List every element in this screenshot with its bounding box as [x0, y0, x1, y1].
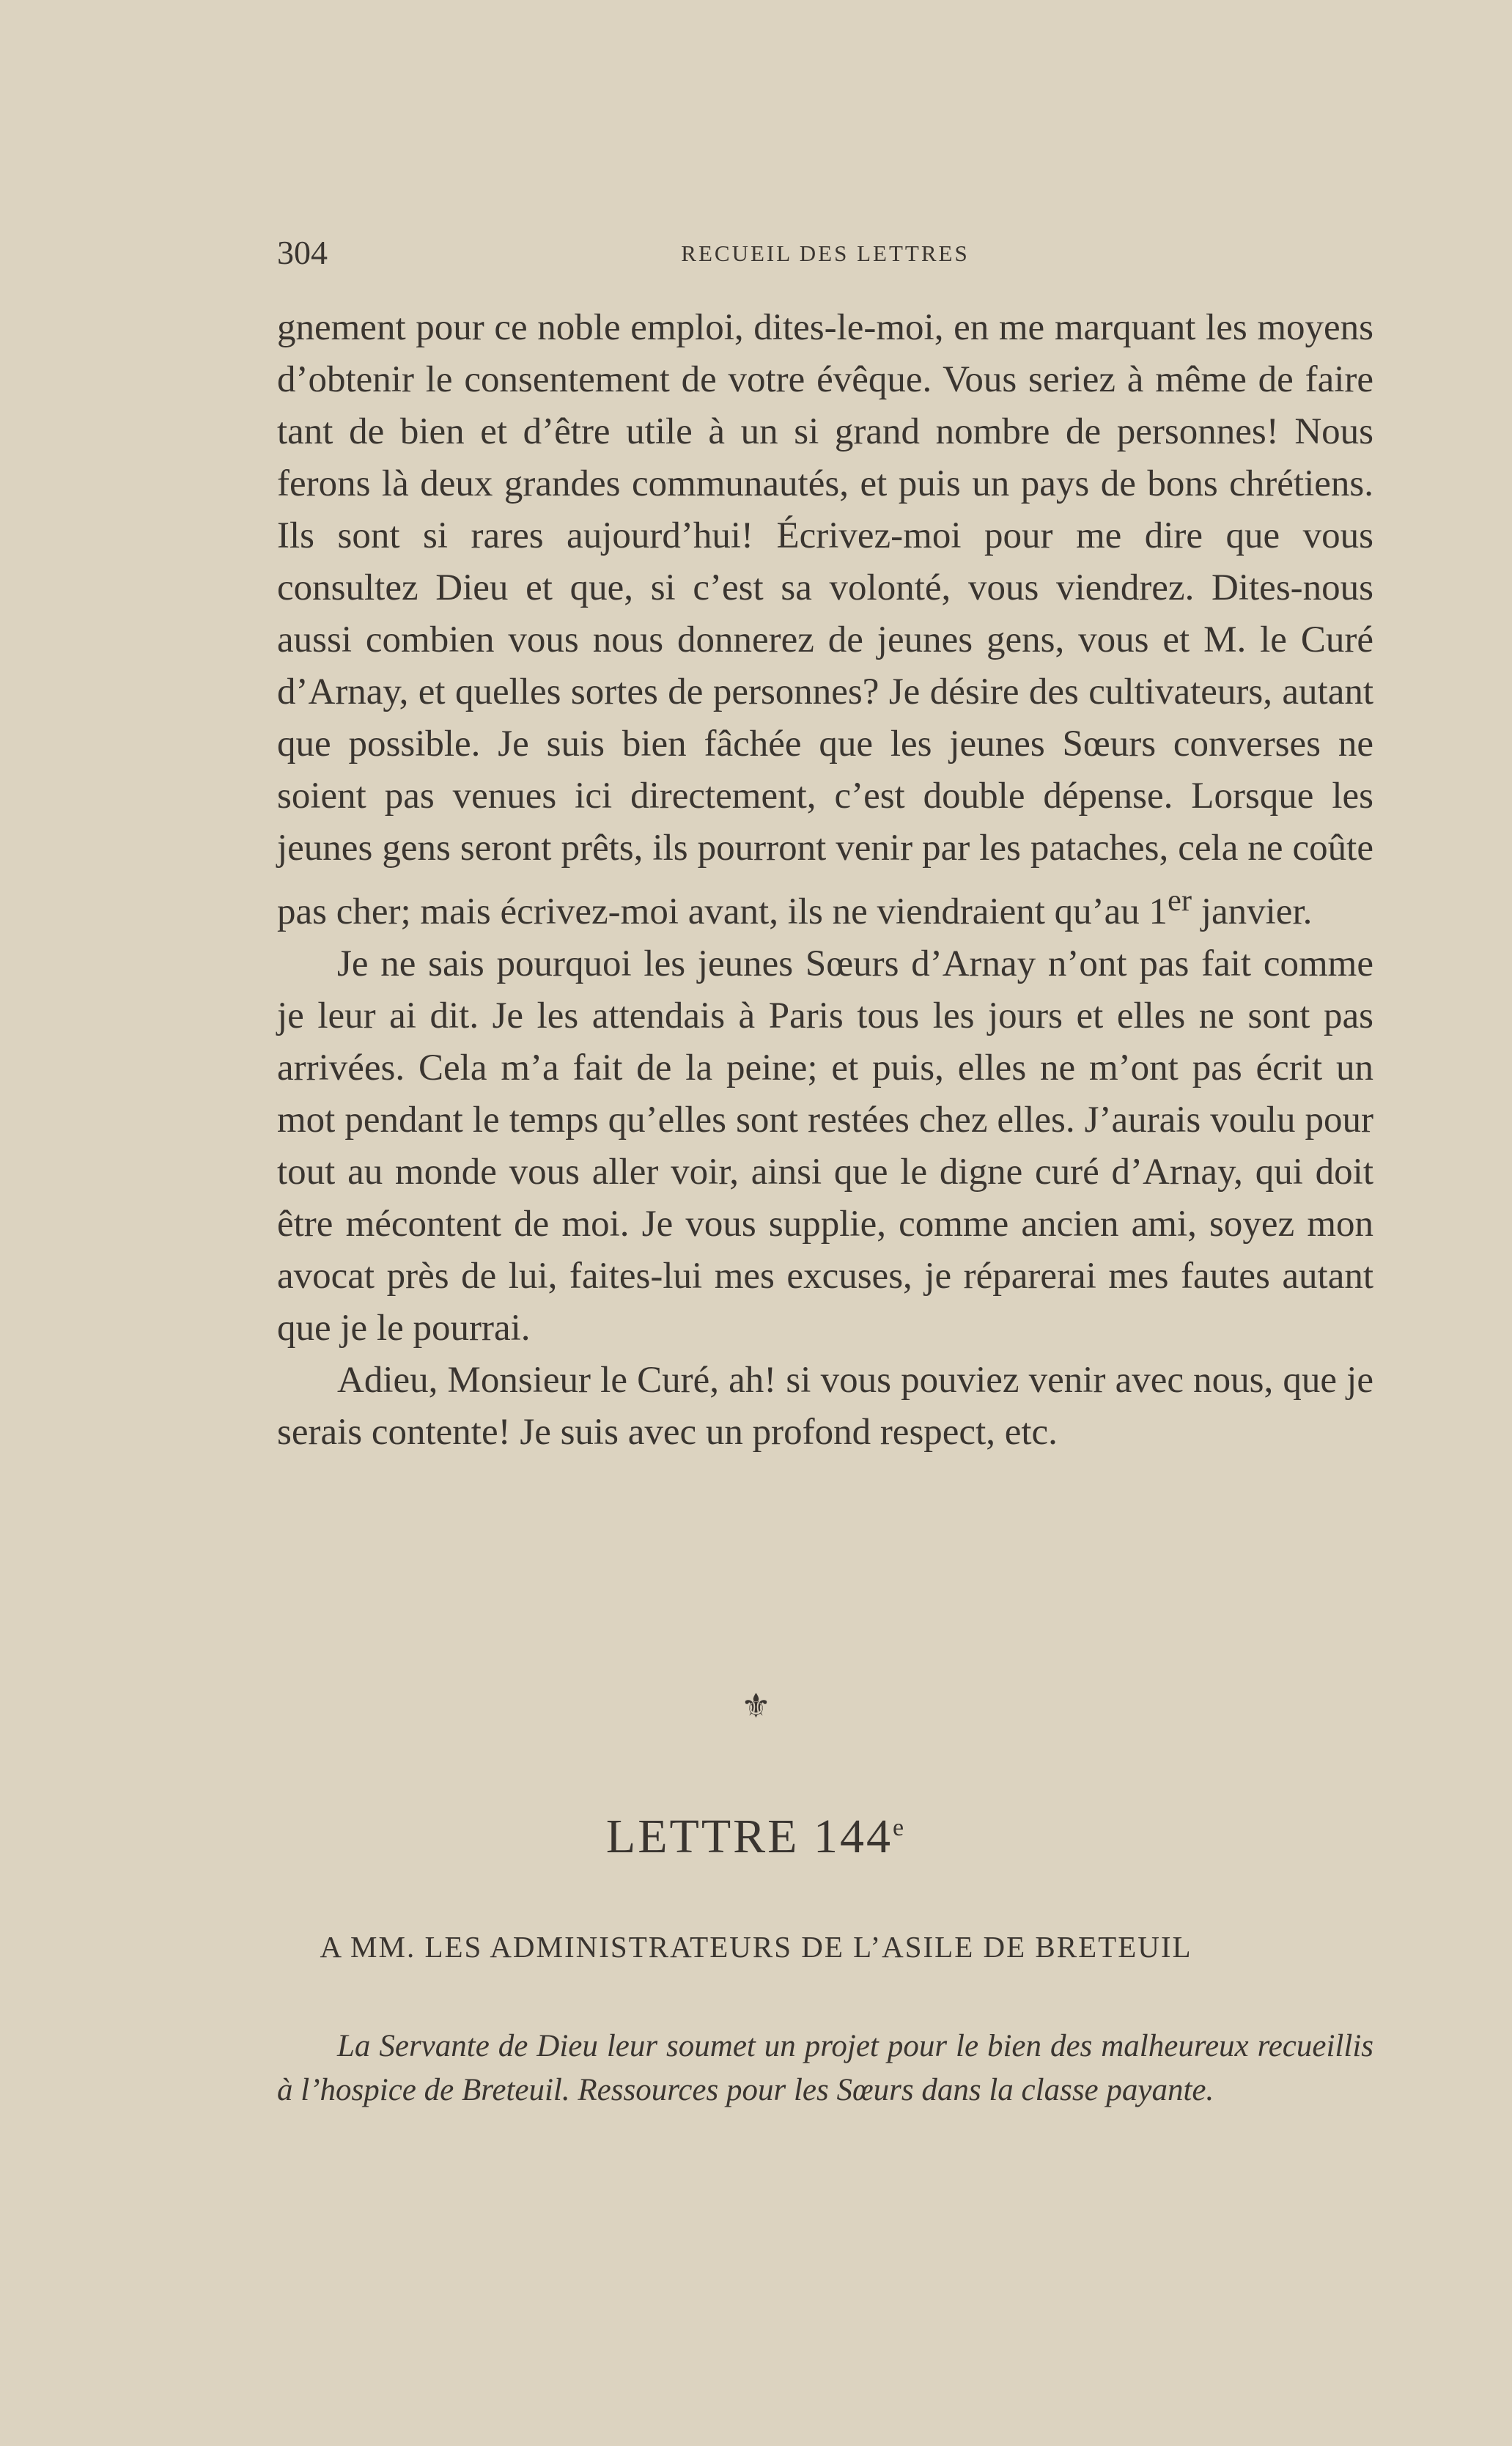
letter-addressee: A MM. LES ADMINISTRATEURS DE L’ASILE DE BRETEUIL [320, 1930, 1192, 1964]
paragraph-1-end: janvier. [1192, 891, 1313, 932]
running-title: RECUEIL DES LETTRES [681, 240, 970, 266]
ordinal-number: 1 [1148, 891, 1168, 932]
page-number: 304 [277, 234, 328, 271]
page-header [277, 233, 1373, 277]
paragraph-1 [277, 302, 1373, 938]
paragraph-3: Adieu, Monsieur le Curé, ah! si vous pouviez venir avec nous, que je serais contente! Je suis avec un profond respect, etc. [277, 1360, 1373, 1453]
letter-title-suffix: e [893, 1814, 907, 1841]
paragraph-1-text: gnement pour ce noble emploi, dites-le-moi, en me marquant les moyens d’obtenir le consentement de votre évêque. Vous seriez à même de faire tant de bien et d’être utile à un si grand nombre de personnes! Nous ferons là deux grandes communautés, et puis un pays de bons chrétiens. Ils sont si rares aujourd’hui! Écrivez-moi pour me dire que vous consultez Dieu et que, si c’est sa volonté, vous viendrez. Dites-nous aussi combien vous nous donnerez de jeunes gens, vous et M. le Curé d’Arnay, et quelles sortes de personnes? Je désire des cultivateurs, autant que possible. Je suis bien fâchée que les jeunes Sœurs converses ne soient pas venues ici directement, c’est double dépense. Lorsque les jeunes gens seront prêts, ils pourront venir par les pataches, cela ne coûte pas cher; mais écrivez-moi avant, ils ne viendraient qu’au [277, 307, 1373, 932]
letter-heading [0, 1809, 1512, 1865]
letter-summary: La Servante de Dieu leur soumet un projet pour le bien des malheureux recueillis à l’hospice de Breteuil. Ressources pour les Sœurs dans la classe payante. [277, 2029, 1373, 2107]
letter-title: LETTRE 144 [605, 1810, 893, 1863]
letter-body [277, 302, 1373, 1459]
fleuron-ornament-icon: ⚜ [740, 1687, 772, 1725]
paragraph-2: Je ne sais pourquoi les jeunes Sœurs d’Arnay n’ont pas fait comme je leur ai dit. Je les attendais à Paris tous les jours et elles ne sont pas arrivées. Cela m’a fait de la peine; et puis, elles ne m’ont pas écrit un mot pendant le temps qu’elles sont restées chez elles. J’aurais voulu pour tout au monde vous aller voir, ainsi que le digne curé d’Arnay, qui doit être mécontent de moi. Je vous supplie, comme ancien ami, soyez mon avocat près de lui, faites-lui mes excuses, je réparerai mes fautes autant que je le pourrai. [277, 943, 1373, 1349]
ordinal-suffix: er [1168, 883, 1192, 918]
